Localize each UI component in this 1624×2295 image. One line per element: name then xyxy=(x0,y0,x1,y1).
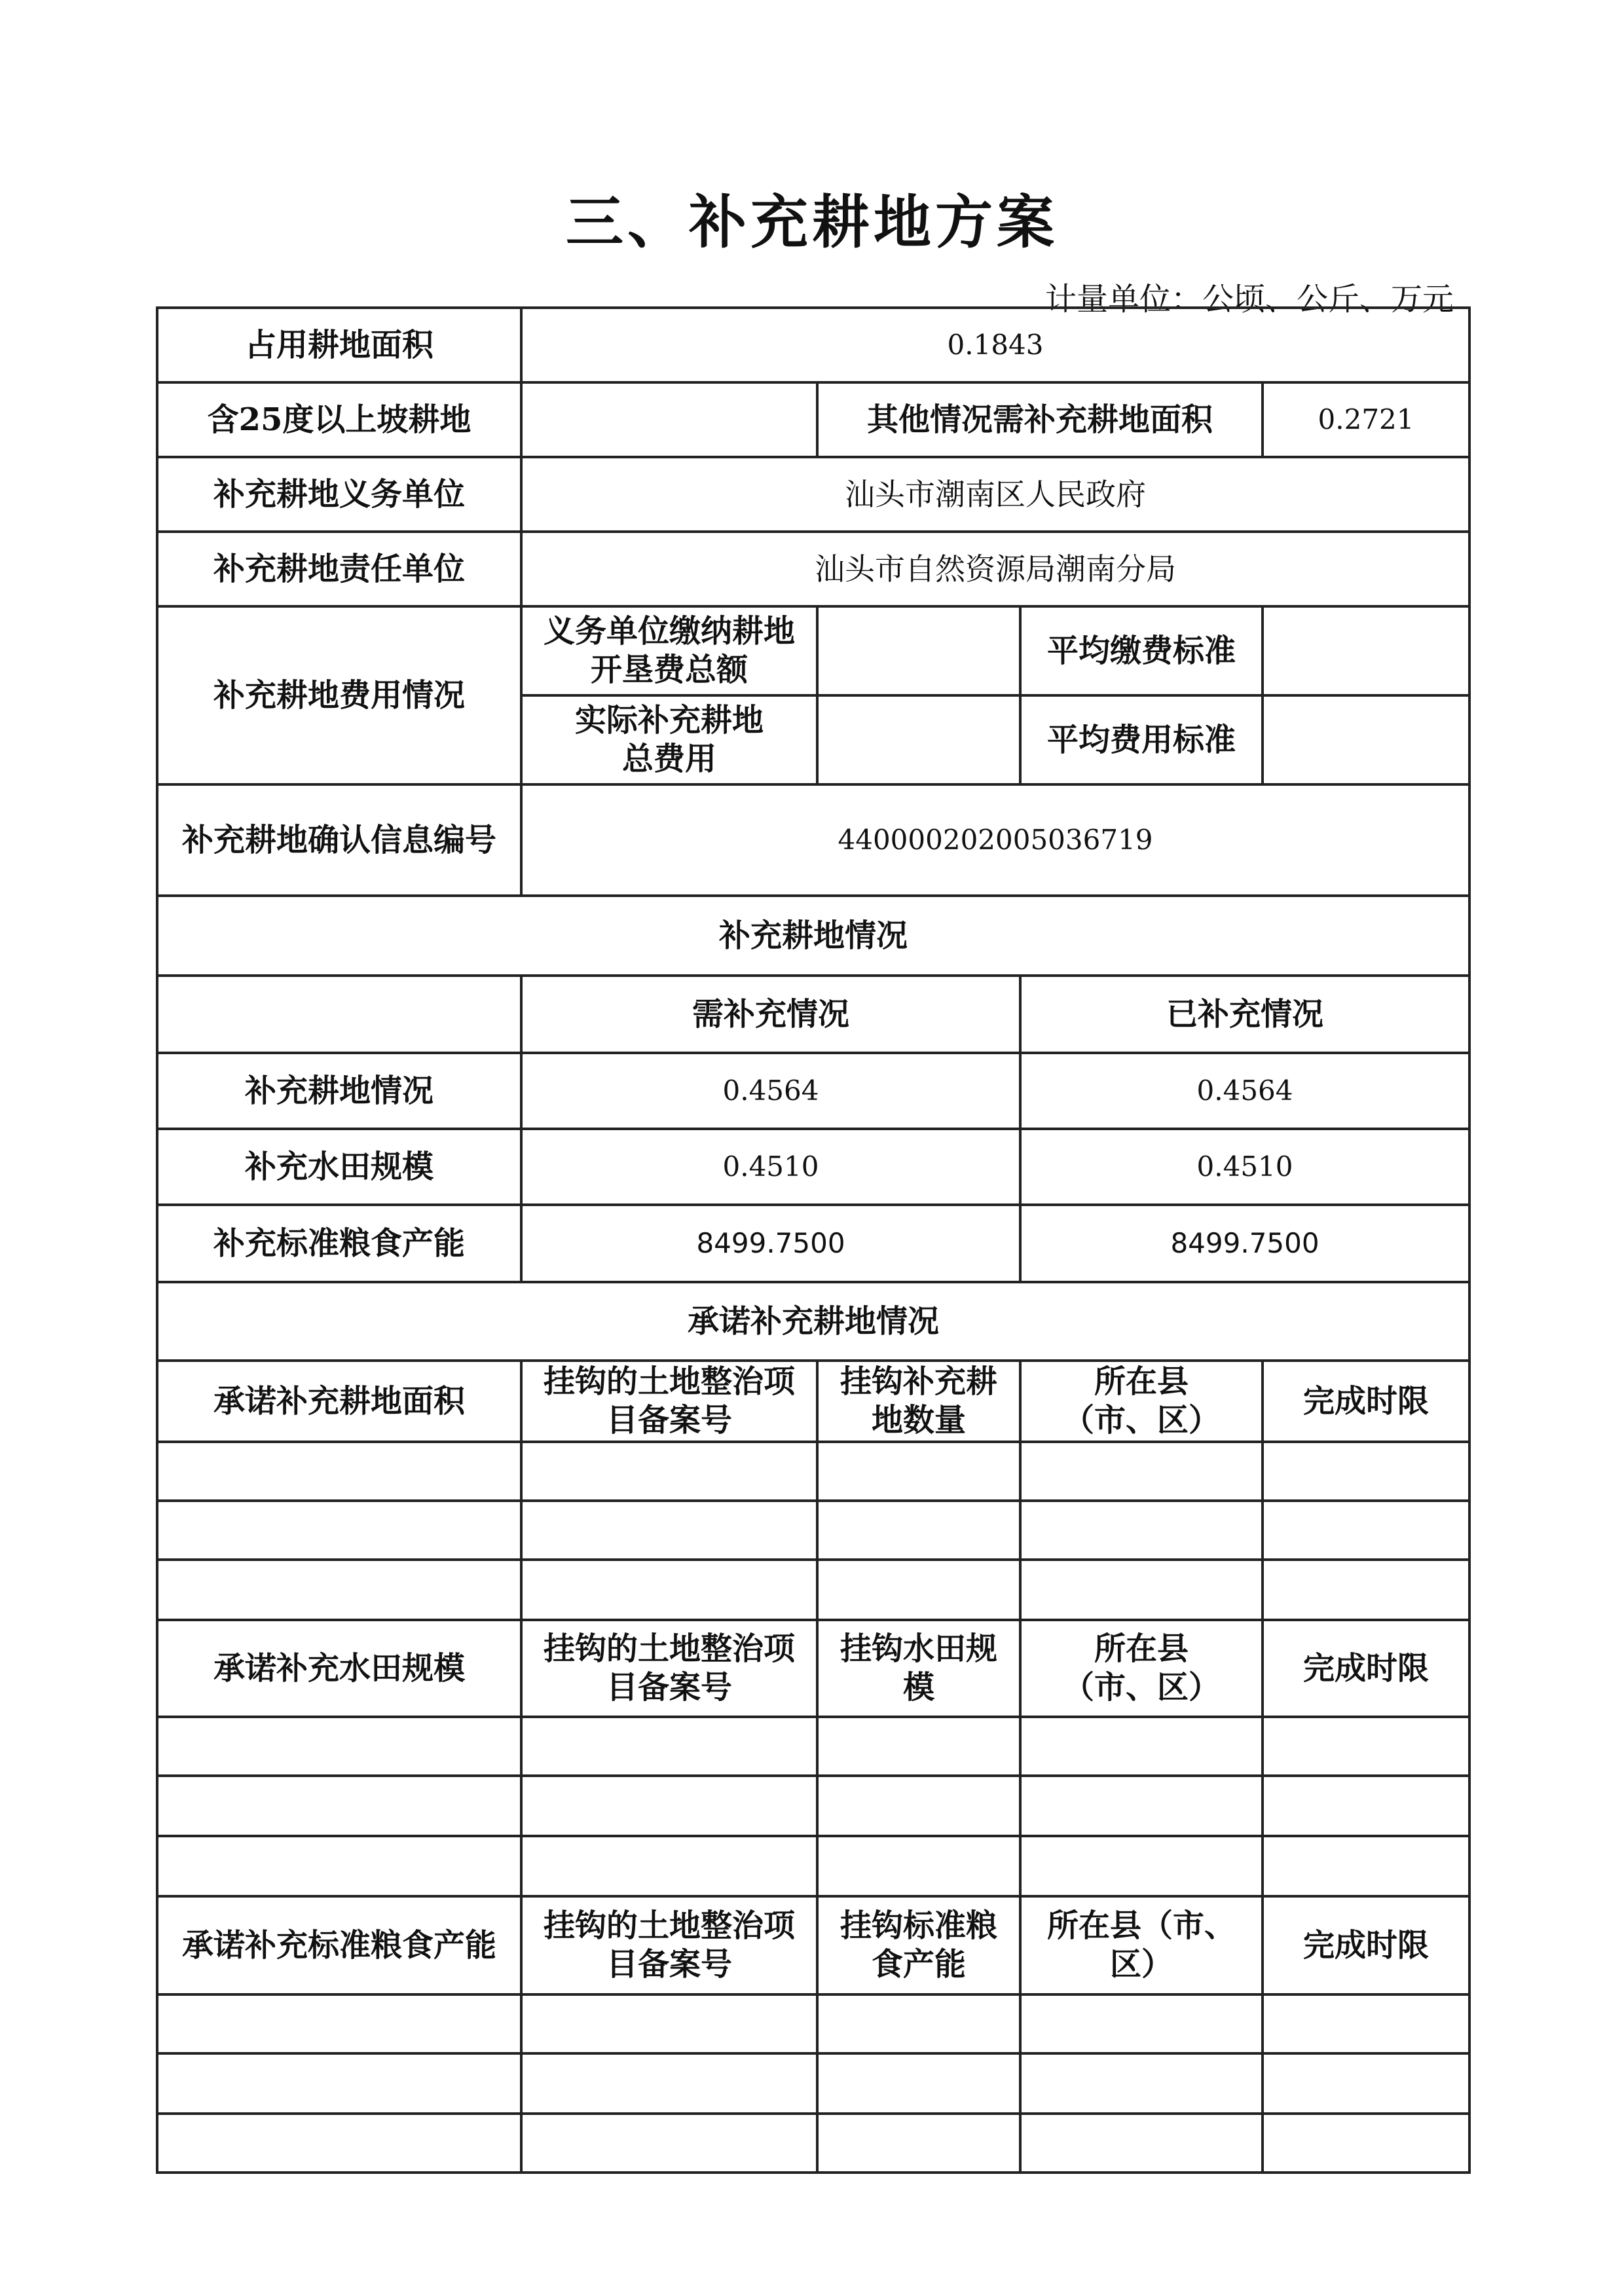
occupied-area-value: 0.1843 xyxy=(521,308,1469,382)
promise-project-header-line1: 挂钩的土地整治项 xyxy=(543,1907,795,1945)
promise-county-header-line1: 所在县 xyxy=(1094,1630,1189,1668)
row-promise-header xyxy=(157,1361,1469,1442)
table-cell xyxy=(157,1836,521,1896)
promise-project-header-line2: 目备案号 xyxy=(606,1402,732,1439)
table-cell xyxy=(817,2053,1020,2114)
promise-amount-header-line1: 挂钩标准粮 xyxy=(840,1907,997,1945)
table-cell xyxy=(157,1501,521,1560)
row-promise-header xyxy=(157,1620,1469,1717)
actual-cost-label xyxy=(521,695,817,784)
supplement-item-label: 补充标准粮食产能 xyxy=(157,1205,521,1282)
other-area-value: 0.2721 xyxy=(1263,382,1469,457)
table-cell xyxy=(521,1501,817,1560)
col-done-header: 已补充情况 xyxy=(1020,976,1469,1053)
actual-cost-label-line2: 总费用 xyxy=(621,741,716,777)
table-cell xyxy=(1020,1776,1263,1836)
table-cell xyxy=(1263,1560,1469,1620)
table-cell xyxy=(521,1560,817,1620)
supplement-item-label: 补充耕地情况 xyxy=(157,1053,521,1129)
avg-fee-label: 平均缴费标准 xyxy=(1020,606,1263,695)
table-cell xyxy=(521,1717,817,1776)
promise-project-header-line1: 挂钩的土地整治项 xyxy=(543,1630,795,1668)
promise-project-header xyxy=(521,1896,817,1994)
slope-value xyxy=(521,382,817,457)
actual-cost-label-line1: 实际补充耕地 xyxy=(574,702,764,739)
table-cell xyxy=(1020,2114,1263,2173)
supplement-item-done: 8499.7500 xyxy=(1020,1205,1469,1282)
table-cell xyxy=(817,1776,1020,1836)
promise-amount-header xyxy=(817,1361,1020,1442)
table-cell xyxy=(1263,1994,1469,2053)
promise-county-header-line2: （市、区） xyxy=(1062,1402,1220,1439)
table-row xyxy=(157,2114,1469,2173)
promise-amount-header-line2: 模 xyxy=(902,1669,934,1706)
table-cell xyxy=(521,1776,817,1836)
promise-project-header-line1: 挂钩的土地整治项 xyxy=(543,1363,795,1401)
promise-county-header-line2: （市、区） xyxy=(1062,1669,1220,1706)
table-cell xyxy=(521,1994,817,2053)
avg-fee-value xyxy=(1263,606,1469,695)
unit-note: 计量单位：公顷、公斤、万元 xyxy=(1044,281,1454,318)
row-occupied-area xyxy=(157,308,1469,382)
row-promise-section xyxy=(157,1282,1469,1361)
table-cell xyxy=(157,2053,521,2114)
supplement-item-done: 0.4510 xyxy=(1020,1129,1469,1205)
promise-amount-header-line2: 食产能 xyxy=(871,1946,966,1983)
table-cell xyxy=(1020,1836,1263,1896)
supplement-item-needed: 8499.7500 xyxy=(521,1205,1020,1282)
table-cell xyxy=(817,1994,1020,2053)
table-cell xyxy=(1263,1501,1469,1560)
table-row xyxy=(157,1442,1469,1501)
actual-cost-value xyxy=(817,695,1020,784)
table-cell xyxy=(521,1442,817,1501)
table-cell xyxy=(1263,1717,1469,1776)
table-cell xyxy=(521,1836,817,1896)
table-cell xyxy=(1020,1560,1263,1620)
supplement-item-needed: 0.4510 xyxy=(521,1129,1020,1205)
table-cell xyxy=(817,1501,1020,1560)
table-row xyxy=(157,2053,1469,2114)
responsible-label: 补充耕地责任单位 xyxy=(157,532,521,606)
supplement-header-blank xyxy=(157,976,521,1053)
page-title: 三、补充耕地方案 xyxy=(565,188,1058,256)
promise-county-header-line1: 所在县 xyxy=(1094,1363,1189,1401)
fee-total-label xyxy=(521,606,817,695)
row-supplement-item xyxy=(157,1053,1469,1129)
col-needed-header: 需补充情况 xyxy=(521,976,1020,1053)
row-supplement-item xyxy=(157,1205,1469,1282)
supplement-section-title: 补充耕地情况 xyxy=(157,896,1469,976)
promise-amount-header-line2: 地数量 xyxy=(871,1402,966,1439)
fee-total-label-line1: 义务单位缴纳耕地 xyxy=(543,613,795,650)
table-cell xyxy=(1020,1442,1263,1501)
supplement-item-needed: 0.4564 xyxy=(521,1053,1020,1129)
confirm-label: 补充耕地确认信息编号 xyxy=(157,784,521,896)
row-supplement-item xyxy=(157,1129,1469,1205)
promise-project-header-line2: 目备案号 xyxy=(606,1946,732,1983)
promise-amount-header-line1: 挂钩补充耕 xyxy=(840,1363,997,1401)
promise-project-header-line2: 目备案号 xyxy=(606,1669,732,1706)
promise-county-header-line2: 区） xyxy=(1109,1946,1173,1983)
supplement-item-done: 0.4564 xyxy=(1020,1053,1469,1129)
other-area-label: 其他情况需补充耕地面积 xyxy=(817,382,1263,457)
promise-amount-header-line1: 挂钩水田规 xyxy=(840,1630,997,1668)
fee-total-value xyxy=(817,606,1020,695)
table-cell xyxy=(817,2114,1020,2173)
table-cell xyxy=(1263,1442,1469,1501)
slope-label: 含25度以上坡耕地 xyxy=(157,382,521,457)
table-row xyxy=(157,1776,1469,1836)
promise-deadline-header: 完成时限 xyxy=(1263,1620,1469,1717)
table-cell xyxy=(817,1836,1020,1896)
table-row xyxy=(157,1501,1469,1560)
promise-group-label: 承诺补充水田规模 xyxy=(157,1620,521,1717)
row-cost-fee xyxy=(157,606,1469,695)
obligor-label: 补充耕地义务单位 xyxy=(157,457,521,532)
promise-group-label: 承诺补充耕地面积 xyxy=(157,1361,521,1442)
promise-county-header-line1: 所在县（市、 xyxy=(1046,1907,1236,1945)
table-cell xyxy=(157,2114,521,2173)
promise-project-header xyxy=(521,1620,817,1717)
table-cell xyxy=(1263,1776,1469,1836)
table-row xyxy=(157,1560,1469,1620)
table-cell xyxy=(1020,1994,1263,2053)
table-cell xyxy=(1263,2053,1469,2114)
table-cell xyxy=(157,1442,521,1501)
promise-amount-header xyxy=(817,1620,1020,1717)
table-cell xyxy=(1263,2114,1469,2173)
table-row xyxy=(157,1836,1469,1896)
row-supplement-section xyxy=(157,896,1469,976)
table-cell xyxy=(817,1717,1020,1776)
promise-county-header xyxy=(1020,1361,1263,1442)
table-cell xyxy=(1020,1501,1263,1560)
cost-label: 补充耕地费用情况 xyxy=(157,606,521,784)
promise-group-label: 承诺补充标准粮食产能 xyxy=(157,1896,521,1994)
avg-cost-value xyxy=(1263,695,1469,784)
table-cell xyxy=(817,1560,1020,1620)
row-obligor xyxy=(157,457,1469,532)
row-responsible xyxy=(157,532,1469,606)
table-row xyxy=(157,1994,1469,2053)
avg-cost-label: 平均费用标准 xyxy=(1020,695,1263,784)
obligor-value: 汕头市潮南区人民政府 xyxy=(521,457,1469,532)
row-slope xyxy=(157,382,1469,457)
table-cell xyxy=(157,1994,521,2053)
table-row xyxy=(157,1717,1469,1776)
table-cell xyxy=(817,1442,1020,1501)
promise-county-header xyxy=(1020,1896,1263,1994)
farmland-supplement-table xyxy=(156,306,1471,2174)
promise-deadline-header: 完成时限 xyxy=(1263,1896,1469,1994)
promise-amount-header xyxy=(817,1896,1020,1994)
promise-project-header xyxy=(521,1361,817,1442)
table-cell xyxy=(157,1560,521,1620)
promise-deadline-header: 完成时限 xyxy=(1263,1361,1469,1442)
table-cell xyxy=(1020,2053,1263,2114)
responsible-value: 汕头市自然资源局潮南分局 xyxy=(521,532,1469,606)
table-cell xyxy=(521,2114,817,2173)
table-cell xyxy=(157,1776,521,1836)
table-cell xyxy=(1263,1836,1469,1896)
row-confirm xyxy=(157,784,1469,896)
promise-section-title: 承诺补充耕地情况 xyxy=(157,1282,1469,1361)
row-promise-header xyxy=(157,1896,1469,1994)
table-cell xyxy=(1020,1717,1263,1776)
confirm-value: 440000202005036719 xyxy=(521,784,1469,896)
table-cell xyxy=(521,2053,817,2114)
promise-county-header xyxy=(1020,1620,1263,1717)
supplement-item-label: 补充水田规模 xyxy=(157,1129,521,1205)
fee-total-label-line2: 开垦费总额 xyxy=(590,652,748,688)
occupied-area-label: 占用耕地面积 xyxy=(157,308,521,382)
table-cell xyxy=(157,1717,521,1776)
row-supplement-header xyxy=(157,976,1469,1053)
